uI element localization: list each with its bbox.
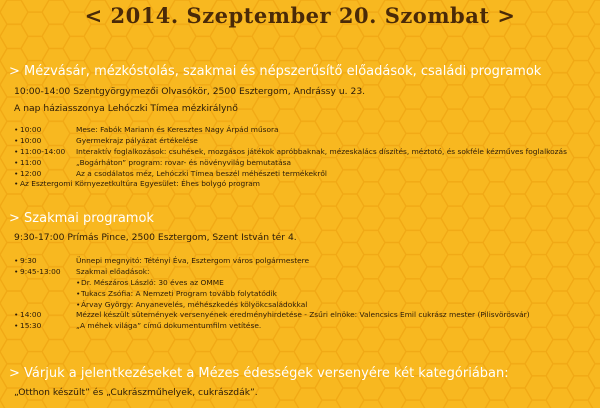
bullet-icon: •: [14, 179, 19, 189]
bullet-icon: •: [76, 288, 81, 298]
bullet-icon: •: [14, 310, 19, 320]
item-time: 15:30: [20, 321, 42, 331]
bullet-icon: •: [76, 277, 81, 287]
item-time: 11:00-14:00: [20, 146, 66, 156]
item-text: Az Esztergomi Környezetkultúra Egyesület: Éhes bolygó program: [20, 179, 260, 189]
item-time: 9:30: [20, 256, 37, 265]
section-host: A nap háziasszonya Lehóczki Tímea mézkirálynő: [14, 103, 238, 114]
bullet-icon: •: [14, 135, 19, 145]
section-title-honey-fair: > Mézvásár, mézkóstolás, szakmai és népszerűsítő előadások, családi programok: [9, 64, 542, 79]
item-text: „A méhek világa” című dokumentumfilm vetítése.: [76, 321, 262, 331]
section-location-primas-pince: 9:30-17:00 Prímás Pince, 2500 Esztergom, Szent István tér 4.: [14, 232, 297, 243]
item-text: Az a csodálatos méz, Lehóczki Tímea beszél méhészeti termékekről: [76, 168, 327, 178]
section-location-olvasokor: 10:00-14:00 Szentgyörgymezői Olvasókör, 2500 Esztergom, Andrássy u. 23.: [14, 86, 366, 97]
section-title-professional: > Szakmai programok: [9, 211, 154, 226]
bullet-icon: •: [14, 157, 19, 167]
bullet-icon: •: [14, 146, 19, 156]
item-text: Mese: Fabók Mariann és Keresztes Nagy Árpád műsora: [76, 125, 279, 134]
item-time: 12:00: [20, 168, 42, 178]
item-time: 10:00: [20, 125, 42, 134]
item-text: Mézzel készült sütemények versenyének eredményhirdetése - Zsűri elnöke: Valencsics Emil cukrász mester (Pilisvörösvár): [76, 310, 530, 320]
bullet-icon: •: [14, 266, 19, 276]
item-text: Tukacs Zsófia: A Nemzeti Program tovább folytatódik: [81, 288, 277, 298]
competition-categories: „Otthon készült” és „Cukrászműhelyek, cukrászdák”.: [14, 387, 258, 398]
bullet-icon: •: [14, 125, 19, 134]
bullet-icon: •: [14, 168, 19, 178]
item-text: Gyermekrajz pályázat értékelése: [76, 135, 198, 145]
bullet-icon: •: [14, 256, 19, 265]
item-time: 9:45-13:00: [20, 266, 61, 276]
bullet-icon: •: [76, 299, 81, 309]
bullet-icon: •: [14, 321, 19, 331]
item-time: 10:00: [20, 135, 42, 145]
item-text: Szakmai előadások:: [76, 266, 150, 276]
item-time: 14:00: [20, 310, 42, 320]
item-time: 11:00: [20, 157, 42, 167]
item-text: Ünnepi megnyitó: Tétényi Éva, Esztergom város polgármestere: [76, 256, 310, 265]
item-text: Árvay György: Anyanevelés, méhészkedés kölyökcsaládokkal: [81, 299, 308, 309]
event-date-headline: < 2014. Szeptember 20. Szombat >: [84, 3, 516, 28]
item-text: Interaktív foglalkozások: csuhések, mozgásos játékok apróbbaknak, mézeskalács díszítés, méztotó, és sokféle kézműves foglalkozás: [76, 146, 567, 156]
item-text: „Bogárháton” program: rovar- és növényvilág bemutatása: [76, 157, 291, 167]
item-text: Dr. Mészáros László: 30 éves az OMME: [81, 277, 224, 287]
section-title-competition: > Várjuk a jelentkezéseket a Mézes édességek versenyére két kategóriában:: [9, 366, 509, 381]
